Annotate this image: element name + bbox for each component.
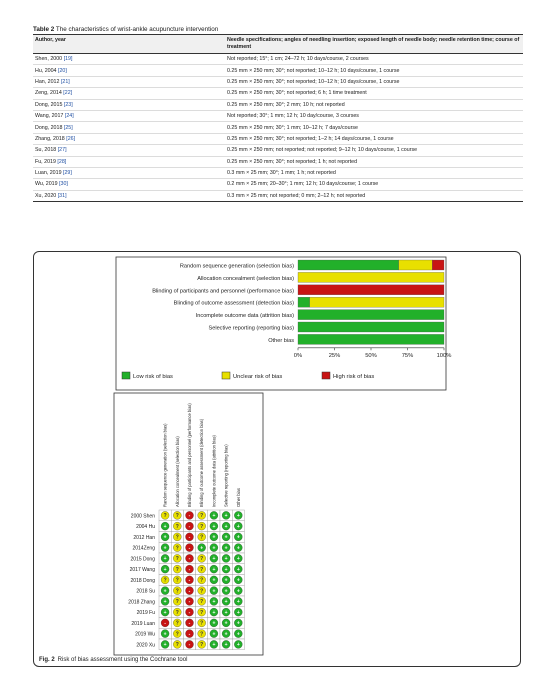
author-cell <box>33 133 225 144</box>
risk-judgement-symbol: + <box>236 556 240 563</box>
author-year: Luan, 2019 <box>35 170 62 177</box>
details-cell: Not reported; 30°; 1 mm; 12 h; 10 day/course, 3 courses <box>225 110 523 121</box>
bias-bar-segment <box>399 260 433 270</box>
risk-judgement-symbol: ? <box>175 599 179 606</box>
study-label: 2019 Fu <box>136 610 155 617</box>
table-caption-label: Table 2 <box>33 26 55 33</box>
study-label: 2017 Wang <box>129 567 155 574</box>
table-row <box>33 88 523 99</box>
grid-column-label: Blinding of participants and personnel (performance bias) <box>187 403 192 507</box>
table-caption <box>33 25 523 34</box>
risk-judgement-symbol: + <box>224 577 228 584</box>
bias-domain-label: Other bias <box>268 337 294 344</box>
risk-judgement-symbol: + <box>224 534 228 541</box>
legend-label: Unclear risk of bias <box>233 374 283 380</box>
risk-judgement-symbol: ? <box>163 577 167 584</box>
table-header-row <box>33 35 523 54</box>
grid-column-label: Allocation concealment (selection bias) <box>174 436 180 507</box>
risk-judgement-symbol: - <box>188 620 191 627</box>
study-label: 2018 Dong <box>130 577 155 584</box>
author-year: Xu, 2020 <box>35 192 57 199</box>
bias-bar-segment <box>298 322 444 332</box>
author-year: Wang, 2017 <box>35 113 64 120</box>
study-label: 2018 Su <box>136 588 155 595</box>
risk-judgement-symbol: + <box>224 545 228 552</box>
risk-judgement-symbol: + <box>224 566 228 573</box>
risk-judgement-symbol: - <box>188 556 191 563</box>
x-tick-label: 100% <box>436 352 452 359</box>
author-cell <box>33 190 225 201</box>
grid-column-label: Other bias <box>235 488 241 507</box>
reference-link[interactable]: [25] <box>63 124 73 131</box>
risk-judgement-symbol: + <box>224 631 228 638</box>
risk-judgement-symbol: + <box>236 545 240 552</box>
figure-caption-label: Fig. 2 <box>39 657 55 663</box>
risk-judgement-symbol: + <box>236 577 240 584</box>
risk-judgement-symbol: + <box>212 599 216 606</box>
author-cell <box>33 167 225 178</box>
author-year: Dong, 2015 <box>35 101 63 108</box>
author-cell <box>33 122 225 133</box>
risk-judgement-symbol: + <box>224 642 228 649</box>
reference-link[interactable]: [21] <box>60 78 70 85</box>
risk-judgement-symbol: - <box>188 599 191 606</box>
risk-judgement-symbol: + <box>163 534 167 541</box>
bias-domain-label: Blinding of participants and personnel (performance bias) <box>152 288 294 295</box>
details-cell: Not reported; 15°; 1 cm; 24–72 h; 10 days/course, 2 courses <box>225 54 523 65</box>
risk-judgement-symbol: ? <box>175 609 179 616</box>
risk-judgement-symbol: + <box>163 545 167 552</box>
bias-domain-label: Incomplete outcome data (attrition bias) <box>195 313 294 320</box>
reference-link[interactable]: [23] <box>63 101 73 108</box>
risk-judgement-symbol: + <box>236 513 240 520</box>
details-cell: 0.25 mm × 250 mm; not reported; not reported; 9–12 h; 10 days/course, 1 course <box>225 145 523 156</box>
risk-judgement-symbol: ? <box>200 599 204 606</box>
author-year: Wu, 2019 <box>35 181 58 188</box>
risk-judgement-symbol: - <box>188 588 191 595</box>
figure-2 <box>33 251 521 667</box>
details-cell: 0.25 mm × 250 mm; 30°; not reported; 6 h; 1 time treatment <box>225 88 523 99</box>
column-header-details: Needle specifications; angles of needling insertion; exposed length of needle body; needle retention time; course of treatment <box>225 35 523 54</box>
author-year: Zeng, 2014 <box>35 90 62 97</box>
table-row <box>33 179 523 190</box>
risk-judgement-symbol: + <box>236 523 240 530</box>
reference-link[interactable]: [24] <box>64 113 74 120</box>
risk-judgement-symbol: ? <box>175 513 179 520</box>
risk-judgement-symbol: + <box>224 513 228 520</box>
study-label: 2015 Dong <box>130 556 155 563</box>
author-year: Su, 2018 <box>35 147 57 154</box>
risk-judgement-symbol: + <box>224 588 228 595</box>
author-cell <box>33 88 225 99</box>
grid-column-label: Random sequence generation (selection bias) <box>162 423 168 507</box>
table-row <box>33 99 523 110</box>
x-tick-label: 75% <box>401 352 414 359</box>
reference-link[interactable]: [28] <box>57 158 67 165</box>
risk-judgement-symbol: + <box>212 556 216 563</box>
risk-judgement-symbol: ? <box>175 523 179 530</box>
author-year: Hu, 2004 <box>35 67 57 74</box>
characteristics-table <box>33 34 523 202</box>
figure-caption <box>39 657 187 663</box>
risk-of-bias-figure <box>34 252 520 666</box>
risk-judgement-symbol: ? <box>175 556 179 563</box>
details-cell: 0.25 mm × 250 mm; 30°; 2 mm; 10 h; not reported <box>225 99 523 110</box>
bias-bar-segment <box>298 334 444 344</box>
figure-caption-text: Risk of bias assessment using the Cochrane tool <box>57 657 188 663</box>
risk-judgement-symbol: - <box>188 642 191 649</box>
bias-bar-segment <box>310 297 444 307</box>
risk-judgement-symbol: ? <box>175 588 179 595</box>
table-row <box>33 167 523 178</box>
details-cell: 0.25 mm × 250 mm; 30°; not reported; 10–12 h; 10 days/course, 1 course <box>225 76 523 87</box>
author-cell <box>33 156 225 167</box>
author-year: Han, 2012 <box>35 78 60 85</box>
author-cell <box>33 54 225 65</box>
risk-judgement-symbol: + <box>212 642 216 649</box>
author-cell <box>33 110 225 121</box>
risk-judgement-symbol: - <box>188 566 191 573</box>
risk-judgement-symbol: ? <box>200 577 204 584</box>
risk-judgement-symbol: + <box>163 566 167 573</box>
reference-link[interactable]: [29] <box>63 170 72 177</box>
risk-judgement-symbol: + <box>163 642 167 649</box>
risk-judgement-symbol: ? <box>175 620 179 627</box>
table-row <box>33 133 523 144</box>
risk-judgement-symbol: ? <box>200 523 204 530</box>
x-tick-label: 25% <box>328 352 341 359</box>
risk-judgement-symbol: + <box>236 599 240 606</box>
author-cell <box>33 179 225 190</box>
details-cell: 0.2 mm × 25 mm; 20–30°; 1 mm; 12 h; 10 days/course; 1 course <box>225 179 523 190</box>
risk-judgement-symbol: - <box>188 631 191 638</box>
reference-link[interactable]: [26] <box>66 135 76 142</box>
risk-judgement-symbol: + <box>163 523 167 530</box>
risk-judgement-symbol: ? <box>200 513 204 520</box>
risk-judgement-symbol: ? <box>200 620 204 627</box>
bias-bar-segment <box>298 310 444 320</box>
risk-judgement-symbol: + <box>224 556 228 563</box>
risk-judgement-symbol: + <box>200 545 204 552</box>
author-cell <box>33 76 225 87</box>
author-cell <box>33 65 225 76</box>
risk-judgement-symbol: + <box>236 588 240 595</box>
author-year: Zhang, 2018 <box>35 135 65 142</box>
risk-judgement-symbol: - <box>188 523 191 530</box>
risk-judgement-symbol: ? <box>200 631 204 638</box>
risk-judgement-symbol: - <box>188 513 191 520</box>
bias-domain-label: Selective reporting (reporting bias) <box>208 325 294 332</box>
risk-judgement-symbol: ? <box>200 556 204 563</box>
risk-judgement-symbol: + <box>224 609 228 616</box>
risk-judgement-symbol: + <box>212 609 216 616</box>
risk-judgement-symbol: ? <box>175 577 179 584</box>
study-label: 2020 Xu <box>136 642 155 649</box>
grid-column-label: Selective reporting (reporting bias) <box>223 444 229 507</box>
risk-judgement-symbol: + <box>212 588 216 595</box>
details-cell: 0.25 mm × 250 mm; 30°; not reported; 1 h; not reported <box>225 156 523 167</box>
bias-domain-label: Allocation concealment (selection bias) <box>197 275 294 282</box>
risk-judgement-symbol: - <box>188 545 191 552</box>
risk-judgement-symbol: + <box>224 523 228 530</box>
table-row <box>33 76 523 87</box>
legend-label: High risk of bias <box>333 374 375 380</box>
details-cell: 0.25 mm × 250 mm; 30°; not reported; 1–2 h; 14 days/course, 1 course <box>225 133 523 144</box>
table-caption-text: The characteristics of wrist-ankle acupuncture intervention <box>55 26 219 33</box>
risk-judgement-symbol: ? <box>175 566 179 573</box>
risk-judgement-symbol: ? <box>200 609 204 616</box>
risk-judgement-symbol: + <box>236 609 240 616</box>
study-label: 2000 Shen <box>130 513 155 520</box>
risk-judgement-symbol: + <box>212 534 216 541</box>
risk-judgement-symbol: ? <box>200 534 204 541</box>
reference-link[interactable]: [27] <box>57 147 67 154</box>
reference-link[interactable]: [20] <box>57 67 67 74</box>
table-row <box>33 145 523 156</box>
reference-link[interactable]: [19] <box>63 56 73 63</box>
study-label: 2019 Wu <box>135 631 155 638</box>
bias-domain-label: Random sequence generation (selection bias) <box>179 263 294 270</box>
author-cell <box>33 99 225 110</box>
risk-judgement-symbol: + <box>163 588 167 595</box>
legend-swatch <box>122 372 130 379</box>
risk-judgement-symbol: ? <box>200 588 204 595</box>
risk-judgement-symbol: ? <box>175 545 179 552</box>
risk-judgement-symbol: ? <box>175 642 179 649</box>
bias-bar-segment <box>298 272 444 282</box>
x-tick-label: 50% <box>365 352 377 359</box>
risk-judgement-symbol: + <box>236 631 240 638</box>
risk-judgement-symbol: + <box>212 545 216 552</box>
risk-judgement-symbol: ? <box>175 534 179 541</box>
risk-judgement-symbol: ? <box>200 566 204 573</box>
details-cell: 0.3 mm × 25 mm; not reported; 0 mm; 2–12 h; not reported <box>225 190 523 201</box>
bias-bar-segment <box>432 260 444 270</box>
table-row <box>33 190 523 201</box>
risk-judgement-symbol: - <box>188 577 191 584</box>
x-tick-label: 0% <box>293 352 303 359</box>
risk-judgement-symbol: + <box>236 566 240 573</box>
risk-judgement-symbol: + <box>212 513 216 520</box>
risk-judgement-symbol: + <box>236 642 240 649</box>
risk-judgement-symbol: - <box>164 620 166 627</box>
study-label: 2019 Luan <box>131 620 155 627</box>
bias-domain-label: Blinding of outcome assessment (detection bias) <box>173 300 294 307</box>
risk-judgement-symbol: ? <box>200 642 204 649</box>
risk-judgement-symbol: ? <box>175 631 179 638</box>
bias-bar-segment <box>298 260 399 270</box>
risk-judgement-symbol: + <box>224 620 228 627</box>
table-row <box>33 54 523 65</box>
author-year: Shen, 2000 <box>35 56 63 63</box>
risk-judgement-symbol: + <box>163 609 167 616</box>
legend-swatch <box>322 372 330 379</box>
column-header-author: Author, year <box>33 35 225 54</box>
author-year: Dong, 2018 <box>35 124 63 131</box>
reference-link[interactable]: [22] <box>63 90 73 97</box>
grid-column-label: Incomplete outcome data (attrition bias) <box>211 435 217 507</box>
details-cell: 0.25 mm × 250 mm; 30°; 1 mm; 10–12 h; 7 days/course <box>225 122 523 133</box>
table-row <box>33 122 523 133</box>
grid-column-label: Blinding of outcome assessment (detection bias) <box>199 418 205 507</box>
study-label: 2004 Hu <box>136 524 155 531</box>
table-2 <box>33 25 523 202</box>
risk-judgement-symbol: - <box>188 534 191 541</box>
reference-link[interactable]: [30] <box>59 181 68 188</box>
table-row <box>33 156 523 167</box>
reference-link[interactable]: [31] <box>57 192 67 199</box>
risk-judgement-symbol: + <box>163 631 167 638</box>
risk-judgement-symbol: + <box>212 577 216 584</box>
risk-judgement-symbol: + <box>212 523 216 530</box>
author-cell <box>33 145 225 156</box>
details-cell: 0.3 mm × 25 mm; 30°; 1 mm; 1 h; not reported <box>225 167 523 178</box>
risk-judgement-symbol: + <box>163 556 167 563</box>
risk-judgement-symbol: + <box>236 534 240 541</box>
study-label: 2018 Zhang <box>128 599 155 606</box>
legend-label: Low risk of bias <box>133 374 173 380</box>
details-cell: 0.25 mm × 250 mm; 30°; not reported; 10–12 h; 10 days/course, 1 course <box>225 65 523 76</box>
risk-judgement-symbol: + <box>212 620 216 627</box>
table-row <box>33 65 523 76</box>
risk-judgement-symbol: + <box>236 620 240 627</box>
bias-bar-segment <box>298 285 444 295</box>
study-label: 2012 Han <box>133 534 155 541</box>
author-year: Fu, 2019 <box>35 158 56 165</box>
risk-judgement-symbol: + <box>163 599 167 606</box>
risk-judgement-symbol: + <box>224 599 228 606</box>
risk-judgement-symbol: ? <box>163 513 167 520</box>
risk-judgement-symbol: + <box>212 566 216 573</box>
table-row <box>33 110 523 121</box>
risk-judgement-symbol: + <box>212 631 216 638</box>
legend-swatch <box>222 372 230 379</box>
risk-judgement-symbol: - <box>188 609 191 616</box>
study-label: 2014Zeng <box>132 545 155 552</box>
bias-bar-segment <box>298 297 310 307</box>
